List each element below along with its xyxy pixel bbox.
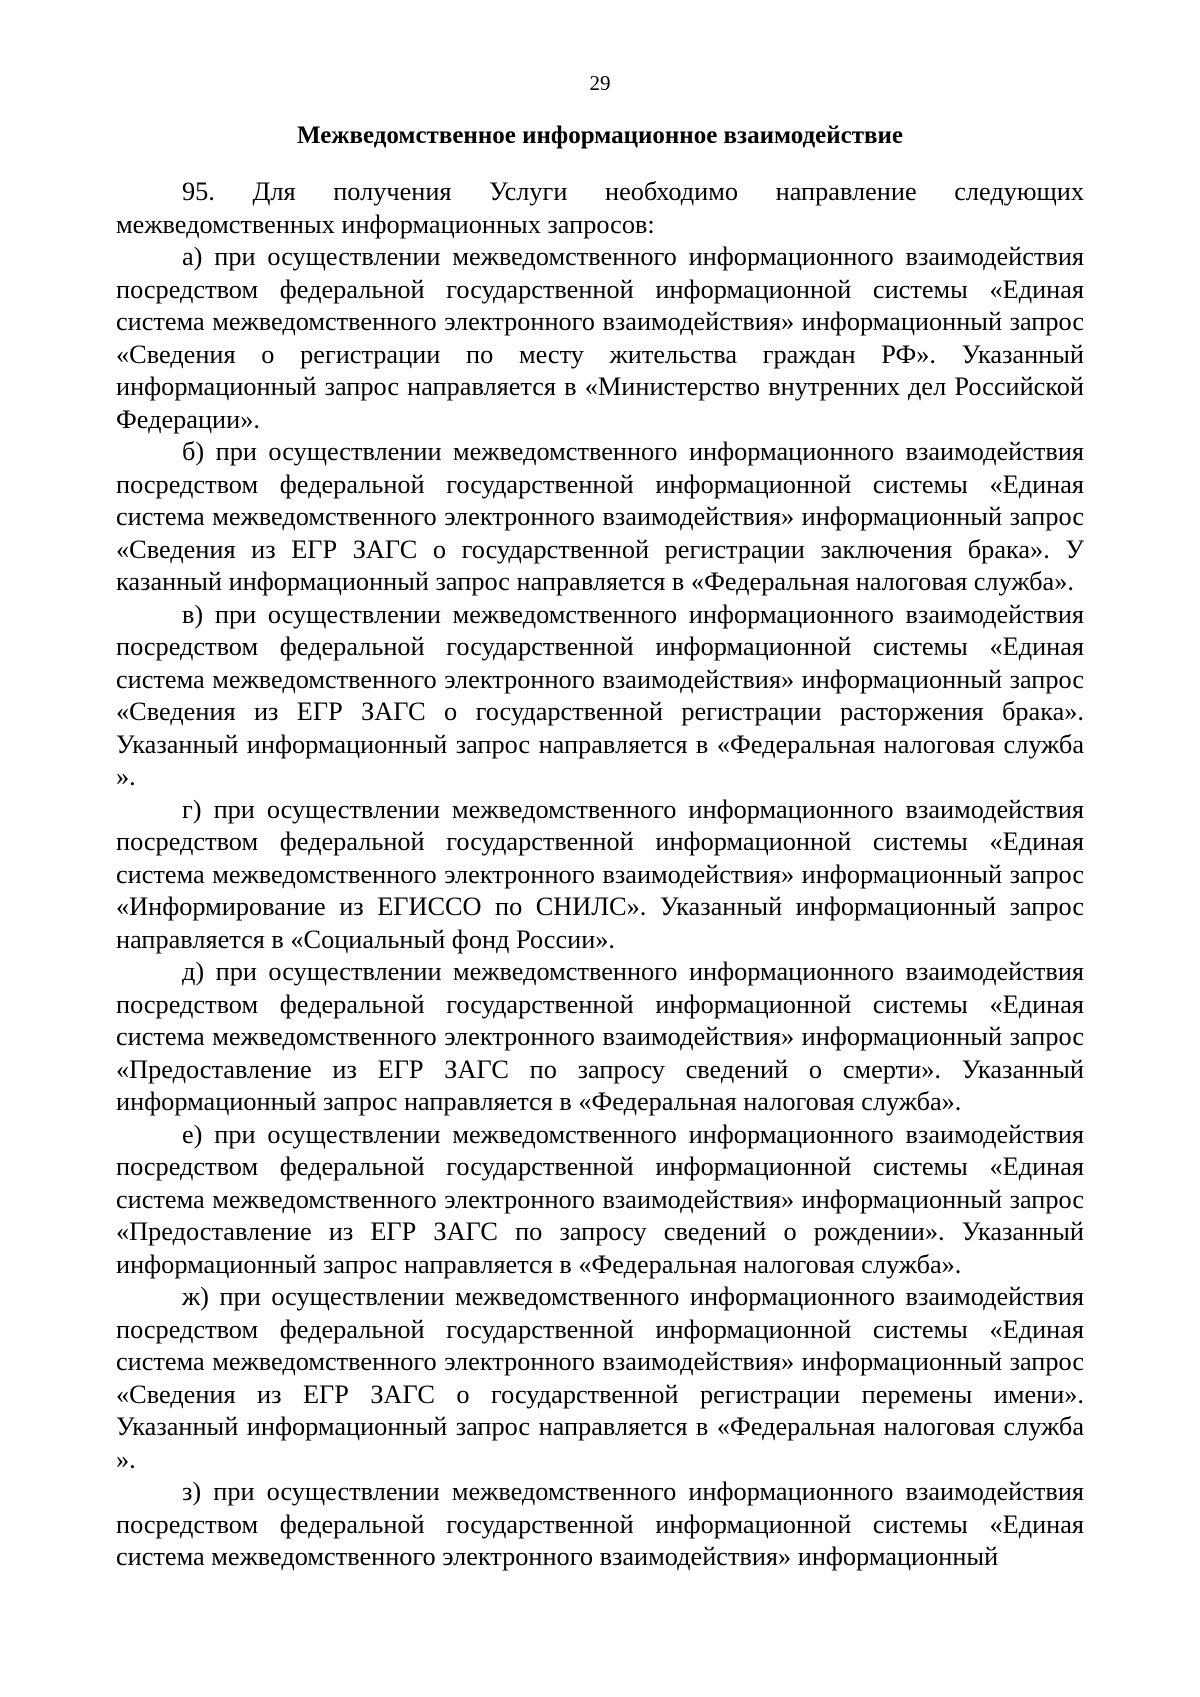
- page-number: 29: [589, 71, 611, 95]
- section-heading: Межведомственное информационное взаимодействие: [297, 122, 903, 149]
- paragraph-a: а) при осуществлении межведомственного информационного взаимодействия посредством федеральной государственной информационной системы «Единая система межведомственного электронного взаимодействия» информационный запрос «Сведения о регистрации по месту жительства граждан РФ». Указанный информационный запрос направляется в «Министерство внутренних дел Российской Федерации».: [116, 242, 1084, 434]
- paragraph-v: в) при осуществлении межведомственного информационного взаимодействия посредством федеральной государственной информационной системы «Единая система межведомственного электронного взаимодействия» информационный запрос «Сведения из ЕГР ЗАГС о государственной регистрации расторжения брака». Указанный информационный запрос направляется в «Федеральная налоговая служба ».: [116, 599, 1084, 791]
- paragraph-zh: ж) при осуществлении межведомственного информационного взаимодействия посредством федеральной государственной информационной системы «Единая система межведомственного электронного взаимодействия» информационный запрос «Сведения из ЕГР ЗАГС о государственной регистрации перемены имени». Указанный информационный запрос направляется в «Федеральная налоговая служба ».: [116, 1282, 1084, 1474]
- paragraph-95: 95. Для получения Услуги необходимо направление следующих межведомственных информационных запросов:: [116, 177, 1084, 239]
- paragraph-d: д) при осуществлении межведомственного информационного взаимодействия посредством федеральной государственной информационной системы «Единая система межведомственного электронного взаимодействия» информационный запрос «Предоставление из ЕГР ЗАГС по запросу сведений о смерти». Указанный информационный запрос направляется в «Федеральная налоговая служба».: [116, 957, 1084, 1116]
- paragraph-g: г) при осуществлении межведомственного информационного взаимодействия посредством федеральной государственной информационной системы «Единая система межведомственного электронного взаимодействия» информационный запрос «Информирование из ЕГИССО по СНИЛС». Указанный информационный запрос направляется в «Социальный фонд России».: [116, 794, 1084, 954]
- paragraph-z: з) при осуществлении межведомственного информационного взаимодействия посредством федеральной государственной информационной системы «Единая система межведомственного электронного взаимодействия» информационный: [116, 1477, 1084, 1571]
- paragraph-e: е) при осуществлении межведомственного информационного взаимодействия посредством федеральной государственной информационной системы «Единая система межведомственного электронного взаимодействия» информационный запрос «Предоставление из ЕГР ЗАГС по запросу сведений о рождении». Указанный информационный запрос направляется в «Федеральная налоговая служба».: [116, 1119, 1084, 1279]
- paragraph-b: б) при осуществлении межведомственного информационного взаимодействия посредством федеральной государственной информационной системы «Единая система межведомственного электронного взаимодействия» информационный запрос «Сведения из ЕГР ЗАГС о государственной регистрации заключения брака». У казанный информационный запрос направляется в «Федеральная налоговая служба».: [116, 437, 1084, 596]
- body-text: [116, 176, 1084, 1574]
